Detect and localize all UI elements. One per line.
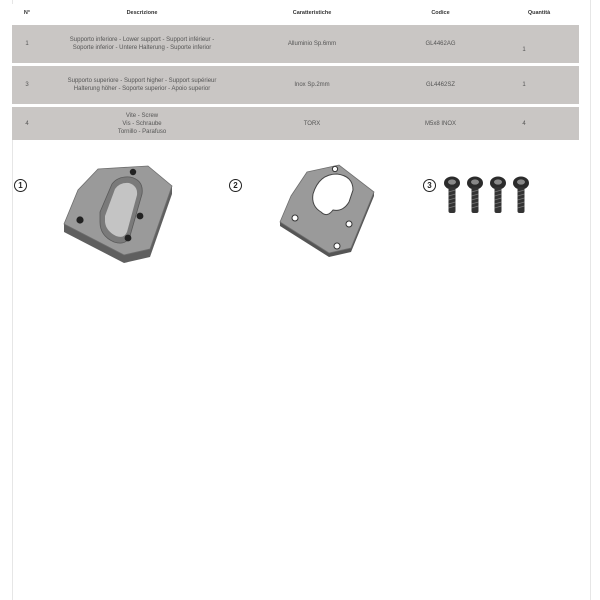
description-line: Supporto inferiore - Lower support - Support inférieur - [69,37,215,43]
row-description [42,106,242,141]
part-badge: 1 [14,179,27,192]
description-line: Tornillo - Parafuso [117,128,167,135]
table-row [12,65,579,106]
table-row [12,106,579,141]
row-description [42,65,242,106]
screw-icon [513,177,529,214]
description-line: Supporto superiore - Support higher - Support supérieur [67,78,217,84]
description-line: Soporte inferior - Untere Halterung - Suporte inferior [72,45,212,51]
description-line: Vis - Schraube [122,120,162,127]
row-quantity [499,24,579,65]
header-description: Descrizione [42,4,242,24]
row-description [42,24,242,65]
screw-icon [467,177,483,214]
header-code: Codice [382,4,499,24]
part-badge: 2 [229,179,242,192]
lower-support-plate-icon [58,160,178,268]
row-quantity: 1 [499,65,579,106]
row-number: 3 [12,65,42,106]
header-characteristics: Caratteristiche [242,4,382,24]
description-line: Halterung höher - Soporte superior - Apoio superior [73,86,211,92]
part-badge: 3 [423,179,436,192]
table-header-row [12,4,579,24]
row-characteristics: Alluminio Sp.6mm [242,24,382,65]
row-quantity: 4 [499,106,579,141]
header-number: N° [12,4,42,24]
screw-set-icon [441,174,533,216]
description-line: Vite - Screw [125,112,159,119]
table-row [12,24,579,65]
upper-support-plate-icon [277,160,377,262]
row-code: GL4462SZ [382,65,499,106]
screw-icon [490,177,506,214]
row-characteristics: Inox Sp.2mm [242,65,382,106]
row-code: GL4462AG [382,24,499,65]
header-quantity: Quantità [499,4,579,24]
row-characteristics: TORX [242,106,382,141]
row-number: 1 [12,24,42,65]
row-code: M5x8 INOX [382,106,499,141]
parts-table [12,4,579,140]
screw-icon [444,177,460,214]
quantity-value: 1 [522,47,526,53]
row-number: 4 [12,106,42,141]
